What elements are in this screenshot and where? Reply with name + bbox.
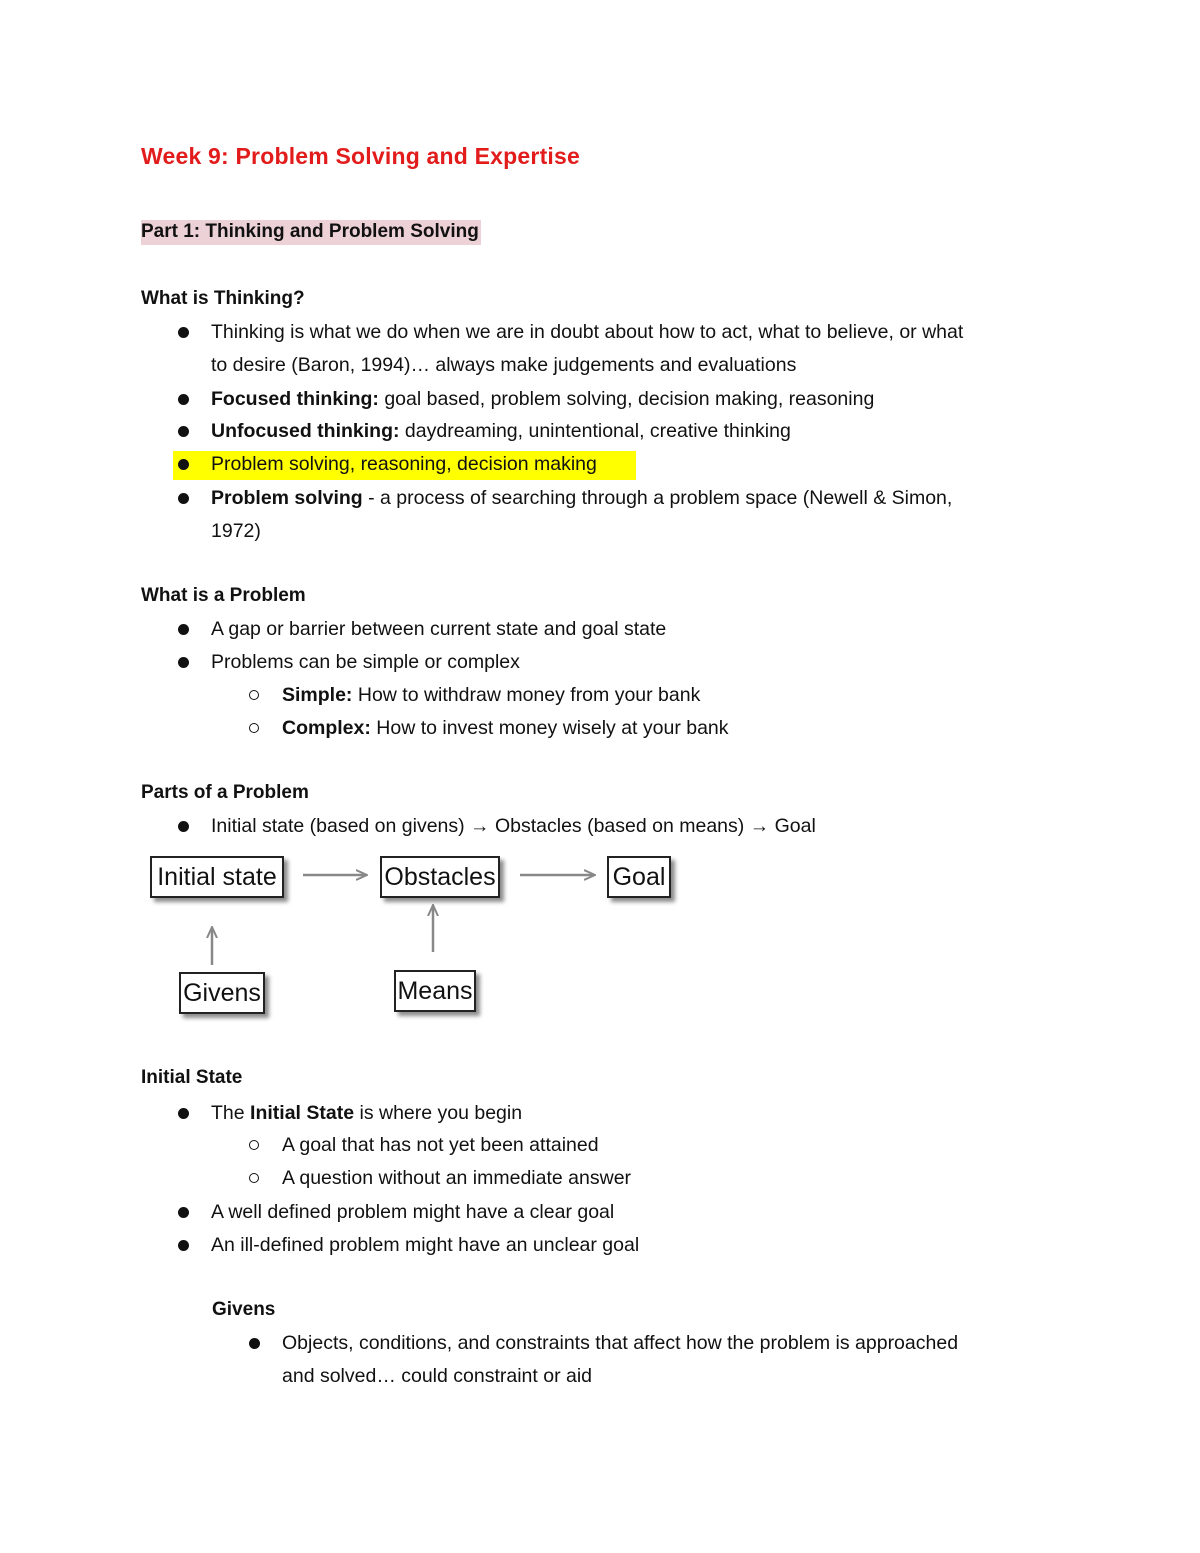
section-heading-initial-state: Initial State [141, 1067, 243, 1088]
section-heading-thinking: What is Thinking? [141, 288, 305, 309]
list-item: An ill-defined problem might have an unclear goal [211, 1234, 640, 1256]
definition: is where you begin [354, 1102, 523, 1124]
subsection-heading-givens: Givens [212, 1299, 276, 1320]
definition: How to invest money wisely at your bank [370, 717, 729, 739]
list-item: Objects, conditions, and constraints that affect how the problem is approached [282, 1332, 959, 1354]
definition: goal based, problem solving, decision making, reasoning [378, 388, 875, 410]
sub-list-item: A goal that has not yet been attained [282, 1134, 599, 1156]
part-heading: Part 1: Thinking and Problem Solving [141, 220, 481, 245]
definition: - a process of searching through a problem space (Newell & Simon, [362, 487, 953, 509]
section-heading-problem: What is a Problem [141, 585, 306, 606]
text-prefix: The [211, 1102, 251, 1124]
bullet [249, 1338, 260, 1349]
list-item [211, 1097, 522, 1130]
list-item-continued: to desire (Baron, 1994)… always make judgements and evaluations [211, 354, 797, 376]
list-item: Initial state (based on givens) → Obstacles (based on means) → Goal [211, 815, 816, 837]
definition: daydreaming, unintentional, creative thinking [399, 420, 791, 442]
definition: How to withdraw money from your bank [352, 684, 701, 706]
term: Complex: [282, 717, 371, 739]
list-item: A well defined problem might have a clear goal [211, 1201, 615, 1223]
bullet [178, 1108, 189, 1119]
term: Unfocused thinking: [211, 420, 400, 442]
diagram-box-goal: Goal [607, 856, 671, 898]
document-title: Week 9: Problem Solving and Expertise [141, 143, 580, 169]
diagram-box-obstacles: Obstacles [380, 856, 500, 898]
term: Initial State [250, 1102, 355, 1124]
term: Problem solving [211, 487, 363, 509]
list-item-continued: and solved… could constraint or aid [282, 1365, 593, 1387]
term: Simple: [282, 684, 353, 706]
term: Focused thinking: [211, 388, 379, 410]
section-heading-parts: Parts of a Problem [141, 782, 309, 803]
list-item-continued: 1972) [211, 520, 261, 542]
diagram-box-givens: Givens [179, 972, 265, 1014]
sub-list-item: A question without an immediate answer [282, 1167, 632, 1189]
bullet [178, 1207, 189, 1218]
sub-bullet [249, 1140, 259, 1150]
list-item: A gap or barrier between current state and goal state [211, 618, 667, 640]
diagram-box-means: Means [394, 970, 476, 1012]
highlighted-list-item: Problem solving, reasoning, decision making [211, 453, 597, 475]
list-item: Thinking is what we do when we are in doubt about how to act, what to believe, or what [211, 321, 964, 343]
sub-bullet [249, 1173, 259, 1183]
bullet [178, 1240, 189, 1251]
list-item: Problems can be simple or complex [211, 651, 520, 673]
diagram-box-initial-state: Initial state [150, 856, 284, 898]
